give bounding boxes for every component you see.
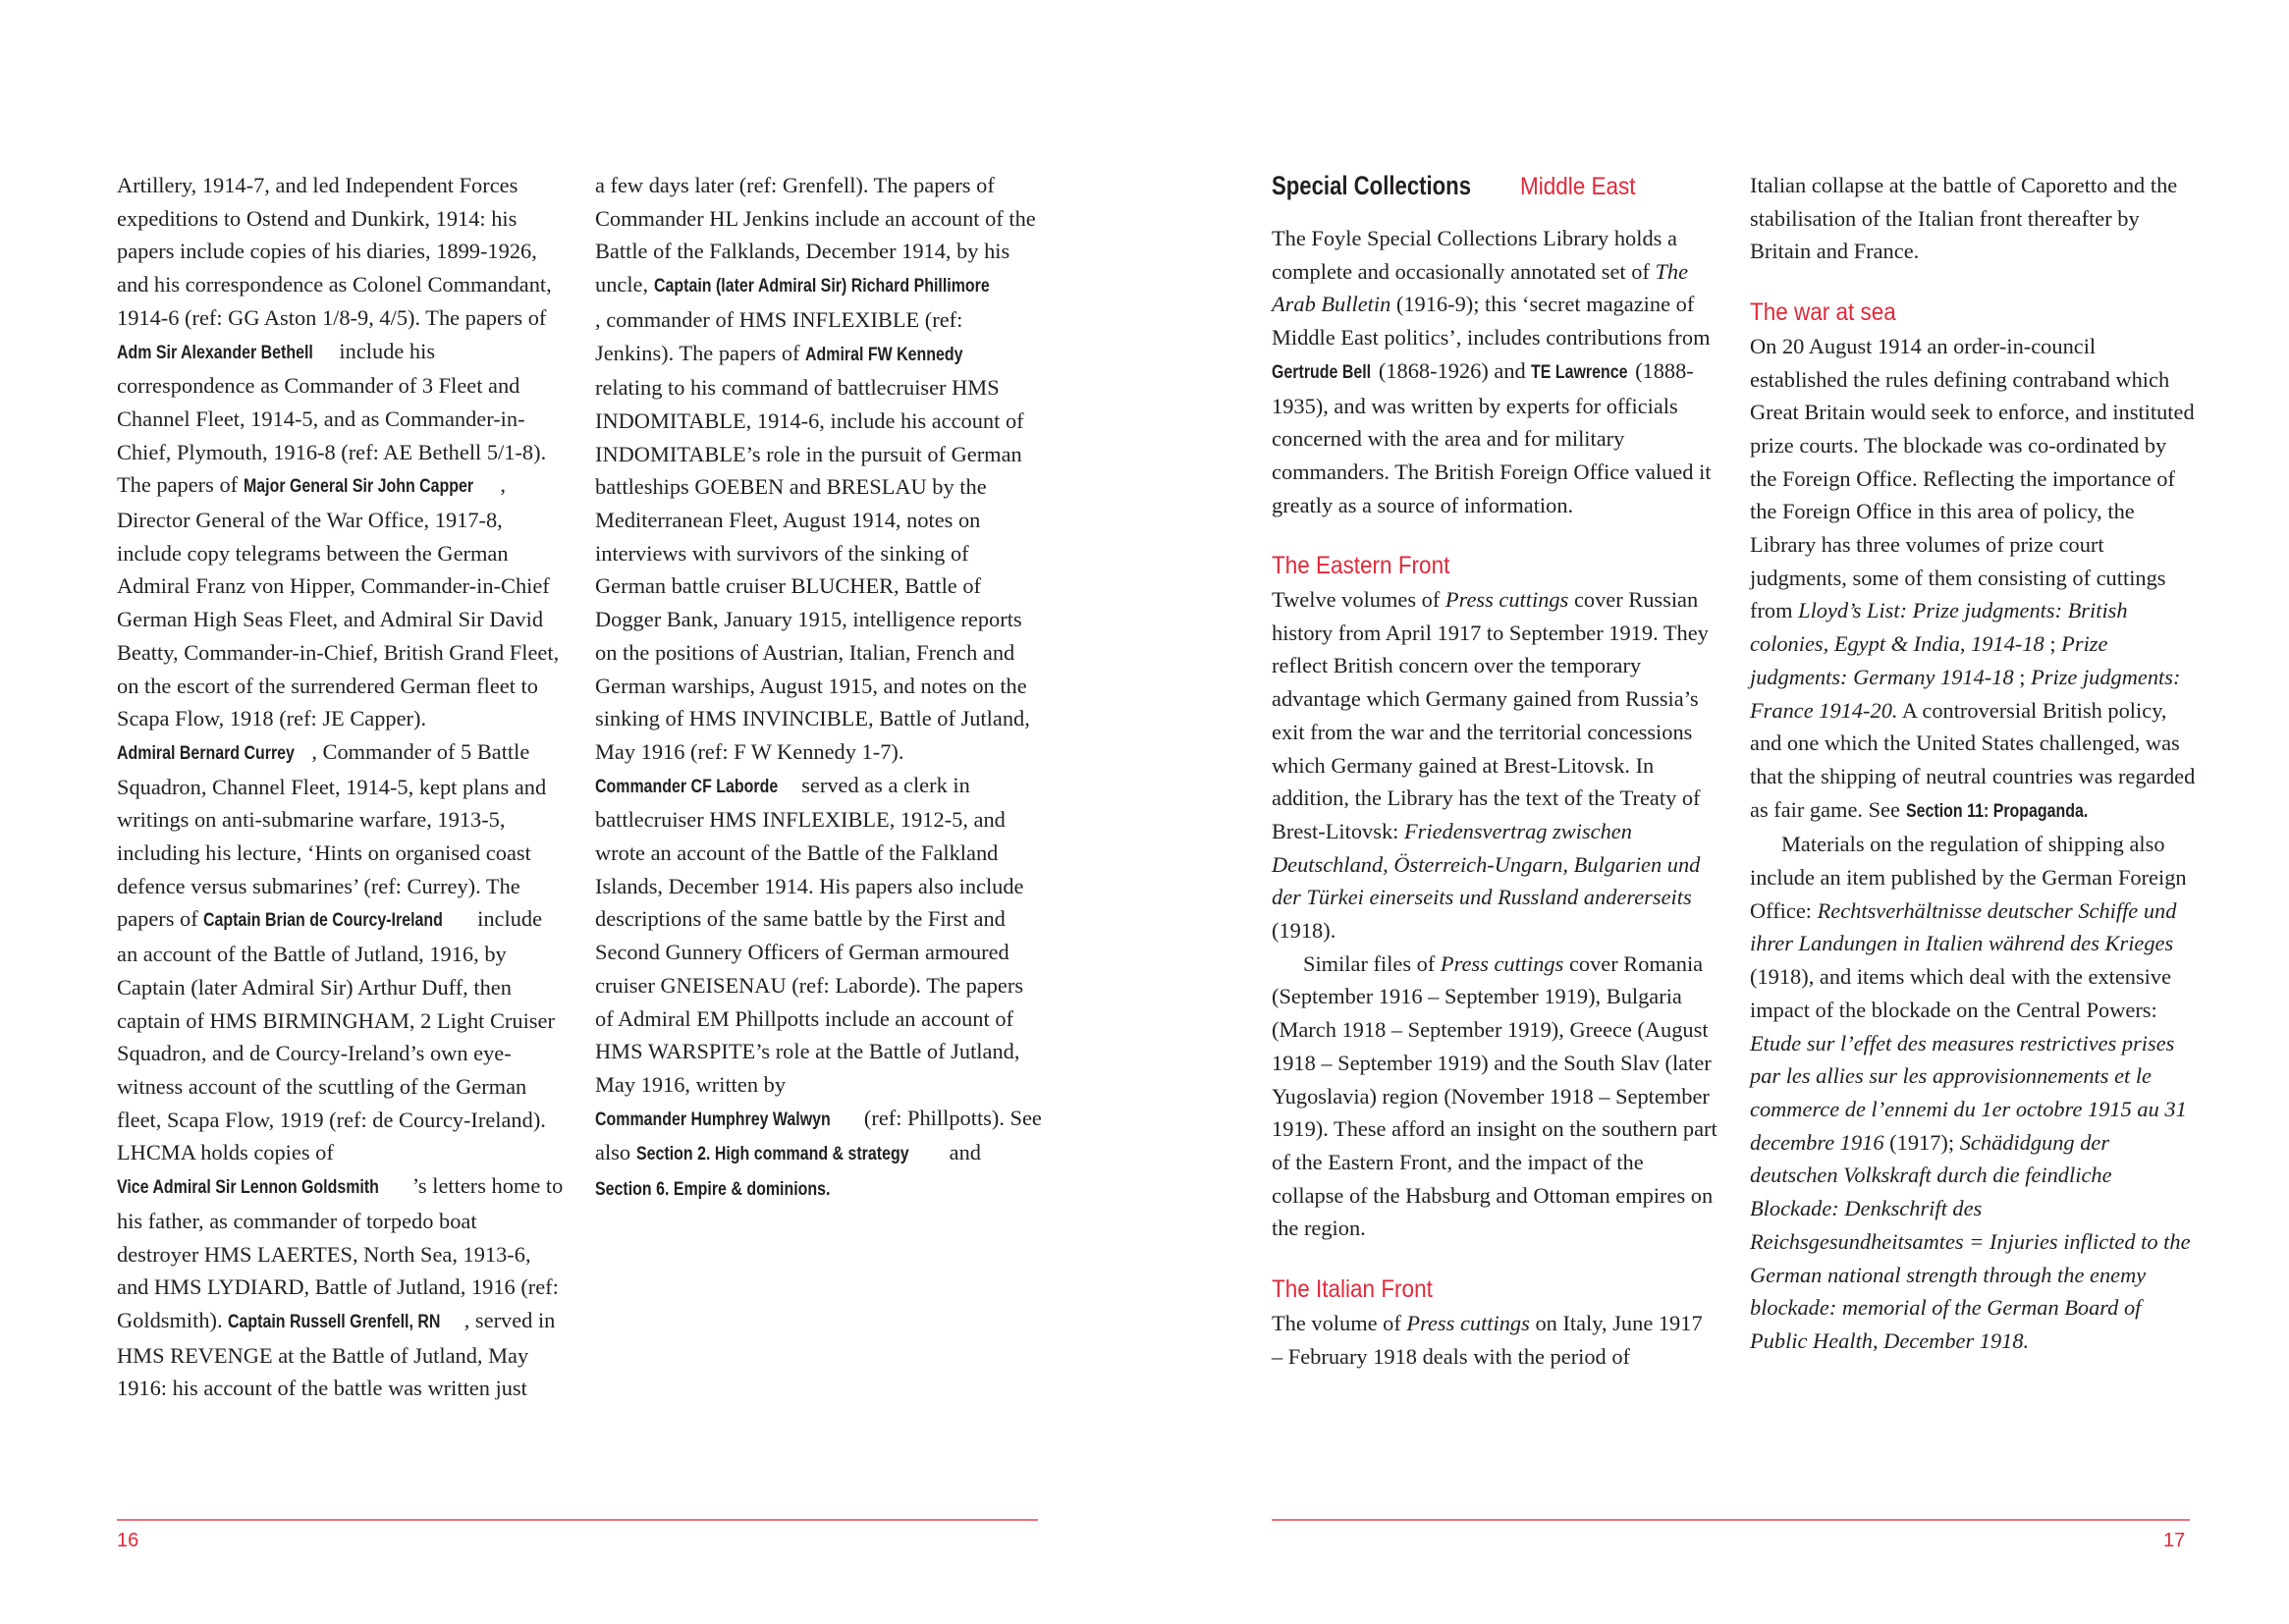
bold-name: Vice Admiral Sir Lennon Goldsmith (117, 1177, 379, 1199)
paragraph: The Foyle Special Collections Library holds a complete and occasionally annotated set of The Arab Bulletin (1916-9); this ‘secret magazine of Middle East politics’, includes contributions from Gertrude Bell (1868-1926) and TE Lawrence (1888-1935), and was written by experts for officials concerned with the area and for military commanders. The British Foreign Office valued it greatly as a source of information. (1272, 226, 1712, 517)
bold-name: Commander CF Laborde (595, 776, 779, 797)
paragraph: Artillery, 1914-7, and led Independent Forces expeditions to Ostend and Dunkirk, 1914: his papers include copies of his diaries, 1899-1926, and his correspondence as Colonel Commandant, 1914-6 (ref: GG Aston 1/8-9, 4/5). The papers of Adm Sir Alexander Bethell include his correspondence as Commander of 3 Fleet and Channel Fleet, 1914-5, and as Commander-in-Chief, Plymouth, 1916-8 (ref: AE Bethell 5/1-8). The papers of Major General Sir John Capper , Director General of the War Office, 1917-8, include copy telegrams between the German Admiral Franz von Hipper, Commander-in-Chief German High Seas Fleet, and Admiral Sir David Beatty, Commander-in-Chief, British Grand Fleet, on the escort of the surrendered German fleet to Scapa Flow, 1918 (ref: JE Capper). Admiral Bernard Currey , Commander of 5 Battle Squadron, Channel Fleet, 1914-5, kept plans and writings on anti-submarine warfare, 1913-5, including his lecture, ‘Hints on organised coast defence versus submarines’ (ref: Currey). The papers of Captain Brian de Courcy-Ireland include an account of the Battle of Jutland, 1916, by Captain (later Admiral Sir) Arthur Duff, then captain of HMS BIRMINGHAM, 2 Light Cruiser Squadron, and de Courcy-Ireland’s own eye-witness account of the scuttling of the German fleet, Scapa Flow, 1919 (ref: de Courcy-Ireland). LHCMA holds copies of Vice Admiral Sir Lennon Goldsmith ’s letters home to his father, as commander of torpedo boat destroyer HMS LAERTES, North Sea, 1913-6, and HMS LYDIARD, Battle of Jutland, 1916 (ref: Goldsmith). Captain Russell Grenfell, RN , served in HMS REVENGE at the Battle of Jutland, May 1916: his account of the battle was written just (117, 173, 564, 1401)
bold-name: Commander Humphrey Walwyn (595, 1109, 831, 1130)
footer-rule-right (1272, 1519, 2190, 1521)
page-number-right: 17 (2163, 1530, 2186, 1551)
section-cross-reference: Section 6. Empire & dominions. (595, 1179, 831, 1201)
section-cross-reference: Section 11: Propaganda. (1905, 800, 2088, 822)
bold-name: Captain Brian de Courcy-Ireland (203, 910, 444, 932)
bold-name: Gertrude Bell (1272, 361, 1372, 383)
right-page-column-1 (1272, 169, 1718, 1373)
bold-name: Captain Russell Grenfell, RN (228, 1311, 441, 1332)
subheading-italian-front: The Italian Front (1272, 1275, 1433, 1304)
bold-name: Admiral FW Kennedy (805, 344, 963, 365)
paragraph: Italian collapse at the battle of Caporetto and the stabilisation of the Italian front thereafter by Britain and France. (1750, 173, 2178, 264)
paragraph: a few days later (ref: Grenfell). The papers of Commander HL Jenkins include an account of the Battle of the Falklands, December 1914, by his uncle, Captain (later Admiral Sir) Richard Phillimore, commander of HMS INFLEXIBLE (ref: Jenkins). The papers of Admiral FW Kennedy relating to his command of battlecruiser HMS INDOMITABLE, 1914-6, include his account of INDOMITABLE’s role in the pursuit of German battleships GOEBEN and BRESLAU by the Mediterranean Fleet, August 1914, notes on interviews with survivors of the sinking of German battle cruiser BLUCHER, Battle of Dogger Bank, January 1915, intelligence reports on the positions of Austrian, Italian, French and German warships, August 1915, and notes on the sinking of HMS INVINCIBLE, Battle of Jutland, May 1916 (ref: F W Kennedy 1-7). Commander CF Laborde served as a clerk in battlecruiser HMS INFLEXIBLE, 1912-5, and wrote an account of the Battle of the Falkland Islands, December 1914. His papers also include descriptions of the same battle by the First and Second Gunnery Officers of German armoured cruiser GNEISENAU (ref: Laborde). The papers of Admiral EM Phillpotts include an account of HMS WARSPITE’s role at the Battle of Jutland, May 1916, written by Commander Humphrey Walwyn (ref: Phillpotts). See also Section 2. High command & strategy and Section 6. Empire & dominions. (595, 169, 1042, 1207)
right-page-column-2 (1750, 169, 2197, 1358)
section-cross-reference: Section 2. High command & strategy (635, 1144, 909, 1165)
paragraph: On 20 August 1914 an order-in-council established the rules defining contraband which Great Britain would seek to enforce, and instituted prize courts. The blockade was co-ordinated by the Foreign Office. Reflecting the importance of the Foreign Office in this area of policy, the Library has three volumes of prize court judgments, some of them consisting of cuttings from Lloyd’s List: Prize judgments: British colonies, Egypt & India, 1914-18 ; Prize judgments: Germany 1914-18 ; Prize judgments: France 1914-20. A controversial British policy, and one which the United States challenged, was that the shipping of neutral countries was regarded as fair game. See Section 11: Propaganda. (1750, 330, 2197, 829)
subheading-middle-east: Middle East (1520, 173, 1636, 200)
paragraph: Twelve volumes of Press cuttings cover Russian history from April 1917 to September 1919. They reflect British concern over the temporary advantage which Germany gained from Russia’s exit from the war and the territorial concessions which Germany gained at Brest-Litovsk. In addition, the Library has the text of the Treaty of Brest-Litovsk: Friedensvertrag zwischen Deutschland, Österreich-Ungarn, Bulgarien und der Türkei einerseits und Russland andererseits (1918). (1272, 587, 1709, 944)
paragraph: The volume of Press cuttings on Italy, June 1917 – February 1918 deals with the period of (1272, 1310, 1703, 1369)
bold-name: Adm Sir Alexander Bethell (117, 342, 313, 363)
bold-name: Major General Sir John Capper (243, 476, 473, 498)
paragraph: Similar files of Press cuttings cover Romania (September 1916 – September 1919), Bulgaria (March 1918 – September 1919), Greece (August 1918 – September 1919) and the South Slav (later Yugoslavia) region (November 1918 – September 1919). These afford an insight on the southern part of the Eastern Front, and the impact of the collapse of the Habsburg and Ottoman empires on the region. (1272, 950, 1717, 1241)
left-page-column-2 (595, 169, 1042, 1207)
left-page-column-1 (117, 169, 564, 1405)
bold-name: TE Lawrence (1531, 361, 1628, 383)
bold-name: Admiral Bernard Currey (117, 742, 295, 764)
footer-rule-left (117, 1519, 1038, 1521)
paragraph: Materials on the regulation of shipping also include an item published by the German Foreign Office: Rechtsverhältnisse deutscher Schiffe und ihrer Landungen in Italien während des Krieges (1918), and items which deal with the extensive impact of the blockade on the Central Powers: Etude sur l’effet des measures restrictives prises par les allies sur les approvisionnements et le commerce de l’ennemi du 1er octobre 1915 au 31 decembre 1916 (1917); Schädidgung der deutschen Volkskraft durch die feindliche Blockade: Denkschrift des Reichsgesundheitsamtes = Injuries inflicted to the German national strength through the enemy blockade: memorial of the German Board of Public Health, December 1918. (1750, 832, 2191, 1353)
bold-name: Captain (later Admiral Sir) Richard Phillimore (653, 276, 990, 298)
page-number-left: 16 (117, 1530, 139, 1551)
subheading-eastern-front: The Eastern Front (1272, 552, 1450, 580)
section-title: Special Collections (1272, 171, 1472, 200)
subheading-war-at-sea: The war at sea (1750, 298, 1896, 327)
